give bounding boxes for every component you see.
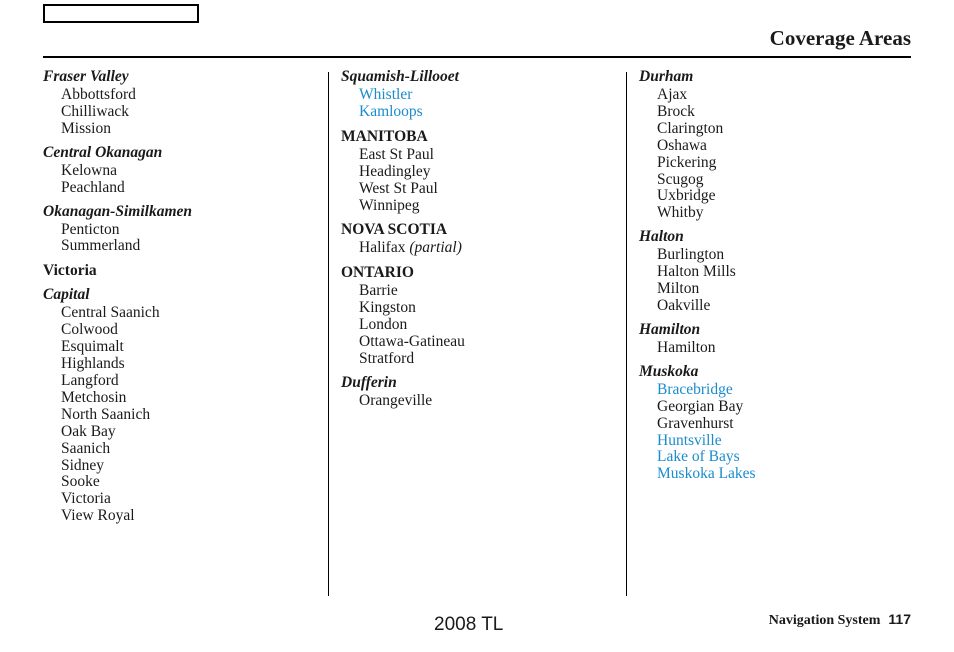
location-lake-of-bays[interactable]: [639, 449, 909, 466]
location-penticton: [43, 222, 313, 239]
location-name: Victoria: [61, 490, 111, 508]
location-west-st-paul: [341, 181, 611, 198]
location-muskoka-lakes[interactable]: [639, 466, 909, 483]
location-uxbridge: [639, 188, 909, 205]
location-list: [341, 147, 611, 215]
province-heading-ontario: ONTARIO: [341, 264, 414, 282]
location-hamilton: [639, 340, 909, 357]
location-name: Summerland: [61, 237, 141, 255]
location-list: [341, 240, 611, 257]
location-headingley: [341, 164, 611, 181]
location-clarington: [639, 121, 909, 138]
location-name: Sidney: [61, 456, 105, 474]
location-abbottsford: [43, 87, 313, 104]
location-name: Oakville: [657, 296, 711, 314]
region-heading-squamish-lillooet: Squamish-Lillooet: [341, 68, 459, 85]
location-name: Pickering: [657, 153, 717, 171]
location-name: Clarington: [657, 119, 724, 137]
location-gravenhurst: [639, 416, 909, 433]
title-rule: [43, 56, 911, 58]
region-heading-fraser-valley: Fraser Valley: [43, 68, 129, 85]
location-name: View Royal: [61, 507, 135, 525]
location-name: London: [359, 316, 408, 334]
location-bracebridge[interactable]: [639, 382, 909, 399]
location-kingston: [341, 300, 611, 317]
location-name[interactable]: Muskoka Lakes: [657, 465, 756, 483]
location-victoria: [43, 491, 313, 508]
location-chilliwack: [43, 104, 313, 121]
location-name: Whitby: [657, 204, 704, 222]
location-name: Esquimalt: [61, 338, 124, 356]
region-heading-muskoka: Muskoka: [639, 362, 699, 380]
region-heading-okanagan-similkamen: Okanagan-Similkamen: [43, 202, 192, 220]
column-divider: [626, 72, 627, 596]
location-name: Sooke: [61, 473, 100, 491]
location-name: Penticton: [61, 220, 120, 238]
location-sidney: [43, 458, 313, 475]
location-name[interactable]: Whistler: [359, 86, 413, 103]
location-highlands: [43, 356, 313, 373]
location-peachland: [43, 180, 313, 197]
footer-section: [769, 611, 911, 629]
page-title: Coverage Areas: [769, 26, 911, 50]
location-name: Milton: [657, 280, 700, 298]
location-list: [43, 305, 313, 525]
location-name: Langford: [61, 371, 119, 389]
location-milton: [639, 281, 909, 298]
location-name: Central Saanich: [61, 304, 160, 322]
location-oak-bay: [43, 424, 313, 441]
location-name: Brock: [657, 102, 695, 120]
region-heading-halton: Halton: [639, 228, 684, 246]
location-name: Ajax: [657, 86, 688, 103]
location-name[interactable]: Bracebridge: [657, 380, 733, 398]
location-name: Uxbridge: [657, 187, 716, 205]
region-heading-central-okanagan: Central Okanagan: [43, 143, 163, 161]
location-ajax: [639, 87, 909, 104]
location-name: Oak Bay: [61, 422, 116, 440]
location-name: Stratford: [359, 349, 415, 367]
location-name: Peachland: [61, 178, 125, 196]
location-name[interactable]: Huntsville: [657, 431, 722, 449]
location-winnipeg: [341, 198, 611, 215]
location-langford: [43, 373, 313, 390]
location-name: Headingley: [359, 162, 431, 180]
location-name: Hamilton: [657, 338, 716, 356]
location-name: Highlands: [61, 355, 125, 373]
region-heading-hamilton: Hamilton: [639, 320, 701, 338]
location-name[interactable]: Lake of Bays: [657, 448, 740, 466]
location-name: Halifax: [359, 239, 406, 257]
column-1: [43, 68, 313, 525]
location-burlington: [639, 247, 909, 264]
page-number: 117: [888, 611, 911, 627]
location-name: Saanich: [61, 439, 111, 457]
column-2: [341, 68, 611, 410]
location-name: Winnipeg: [359, 196, 420, 214]
location-name: Kingston: [359, 299, 416, 317]
location-colwood: [43, 322, 313, 339]
location-list: [43, 87, 313, 138]
province-heading-manitoba: MANITOBA: [341, 127, 428, 145]
location-name: Mission: [61, 119, 111, 137]
location-ottawa-gatineau: [341, 334, 611, 351]
location-pickering: [639, 155, 909, 172]
location-name: North Saanich: [61, 405, 151, 423]
location-central-saanich: [43, 305, 313, 322]
location-name: West St Paul: [359, 179, 438, 197]
location-esquimalt: [43, 339, 313, 356]
region-heading-dufferin: Dufferin: [341, 373, 397, 391]
location-name: Chilliwack: [61, 102, 130, 120]
location-view-royal: [43, 508, 313, 525]
location-oakville: [639, 298, 909, 315]
location-list: [639, 340, 909, 357]
location-name: Oshawa: [657, 136, 707, 154]
location-list: [639, 87, 909, 222]
coverage-note: (partial): [409, 239, 462, 257]
column-3: [639, 68, 909, 483]
location-list: [341, 283, 611, 368]
header-tab-box: [43, 4, 199, 23]
location-name: Kelowna: [61, 161, 117, 179]
location-name[interactable]: Kamloops: [359, 102, 423, 120]
location-scugog: [639, 172, 909, 189]
location-name: Georgian Bay: [657, 397, 744, 415]
location-east-st-paul: [341, 147, 611, 164]
location-huntsville[interactable]: [639, 433, 909, 450]
location-brock: [639, 104, 909, 121]
location-name: Metchosin: [61, 388, 127, 406]
location-sooke: [43, 474, 313, 491]
location-london: [341, 317, 611, 334]
location-name: Barrie: [359, 282, 398, 300]
location-name: Halton Mills: [657, 263, 736, 281]
location-halton-mills: [639, 264, 909, 281]
location-stratford: [341, 351, 611, 368]
location-georgian-bay: [639, 399, 909, 416]
province-heading-nova-scotia: NOVA SCOTIA: [341, 221, 448, 239]
location-kamloops[interactable]: [341, 104, 611, 121]
location-name: Burlington: [657, 246, 725, 264]
location-summerland: [43, 238, 313, 255]
location-list: [43, 163, 313, 197]
province-heading-victoria: Victoria: [43, 262, 97, 280]
location-name: Abbottsford: [61, 86, 136, 103]
footer-section-label: Navigation System: [768, 613, 881, 628]
location-halifax: [341, 240, 611, 257]
location-name: Gravenhurst: [657, 414, 734, 432]
vehicle-model: 2008 TL: [434, 614, 504, 635]
location-north-saanich: [43, 407, 313, 424]
location-name: Scugog: [657, 170, 704, 188]
location-name: East St Paul: [359, 145, 434, 163]
location-kelowna: [43, 163, 313, 180]
location-whitby: [639, 205, 909, 222]
location-barrie: [341, 283, 611, 300]
location-list: [341, 87, 611, 121]
location-list: [639, 382, 909, 483]
location-metchosin: [43, 390, 313, 407]
region-heading-durham: Durham: [639, 68, 694, 85]
location-whistler[interactable]: [341, 87, 611, 104]
column-divider: [328, 72, 329, 596]
location-name: Ottawa-Gatineau: [359, 333, 465, 351]
location-list: [341, 393, 611, 410]
location-orangeville: [341, 393, 611, 410]
location-list: [639, 247, 909, 315]
location-list: [43, 222, 313, 256]
location-mission: [43, 121, 313, 138]
region-heading-capital: Capital: [43, 286, 90, 304]
location-saanich: [43, 441, 313, 458]
location-name: Colwood: [61, 321, 118, 339]
location-name: Orangeville: [359, 391, 433, 409]
location-oshawa: [639, 138, 909, 155]
